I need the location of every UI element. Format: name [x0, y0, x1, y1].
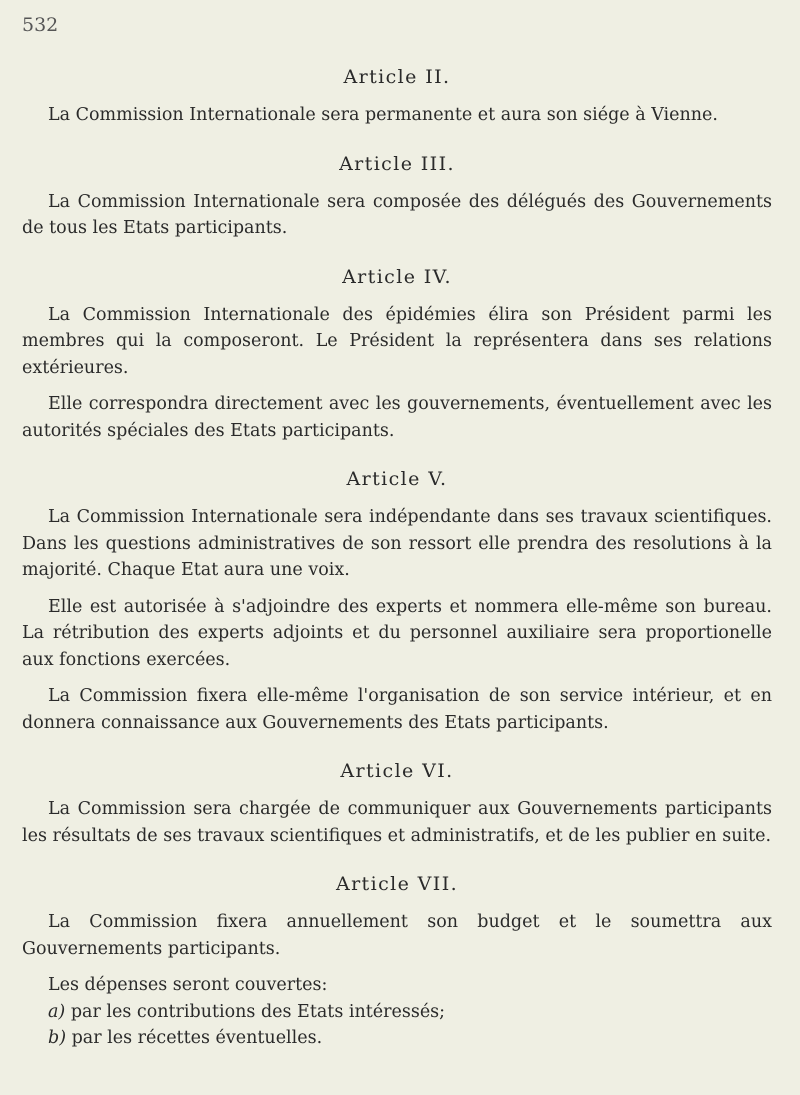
list-item: [48, 999, 772, 1026]
page-number: 532: [22, 14, 59, 36]
article-heading: Article III.: [339, 152, 455, 175]
article-paragraph: La Commission Internationale sera permanente et aura son siége à Vienne.: [48, 105, 718, 125]
article-heading: Article V.: [346, 468, 448, 490]
article-paragraph: Elle correspondra directement avec les gouvernements, éventuellement avec les autorités spéciales des Etats participants.: [22, 394, 772, 441]
article-paragraph: La Commission Internationale sera composée des délégués des Gouvernements de tous les Etats participants.: [22, 191, 772, 238]
article-paragraph: La Commission fixera elle-même l'organisation de son service intérieur, et en donnera connaissance aux Gouvernements des Etats participants.: [22, 686, 772, 733]
list-item: [48, 1025, 772, 1052]
document-body: [22, 64, 772, 1052]
list-text: par les contributions des Etats intéressés;: [70, 1001, 446, 1022]
article-paragraph: La Commission Internationale des épidémies élira son Président parmi les membres qui la composeront. Le Président la représentera dans ses relations extérieures.: [22, 304, 772, 378]
list-marker: b): [48, 1028, 67, 1048]
article-heading: Article II.: [343, 66, 451, 88]
article-paragraph: La Commission Internationale sera indépendante dans ses travaux scientifiques. Dans les questions administratives de son ressort elle prendra des resolutions à la majorité. Chaque Etat aura une voix.: [22, 507, 772, 580]
article-heading: Article VI.: [340, 760, 454, 782]
article-paragraph: Les dépenses seront couvertes:: [48, 975, 328, 995]
article-paragraph: La Commission fixera annuellement son budget et le soumettra aux Gouvernements participants.: [22, 912, 772, 959]
article-heading: Article IV.: [342, 265, 452, 288]
article-paragraph: La Commission sera chargée de communiquer aux Gouvernements participants les résultats de ses travaux scientifiques et administratifs, et de les publier en suite.: [22, 799, 772, 846]
list-marker: a): [48, 1001, 66, 1022]
article-paragraph: Elle est autorisée à s'adjoindre des experts et nommera elle-même son bureau. La rétribution des experts adjoints et du personnel auxiliaire sera proportionelle aux fonctions exercées.: [22, 596, 772, 670]
list-text: par les récettes éventuelles.: [71, 1028, 323, 1048]
article-heading: Article VII.: [335, 873, 459, 895]
